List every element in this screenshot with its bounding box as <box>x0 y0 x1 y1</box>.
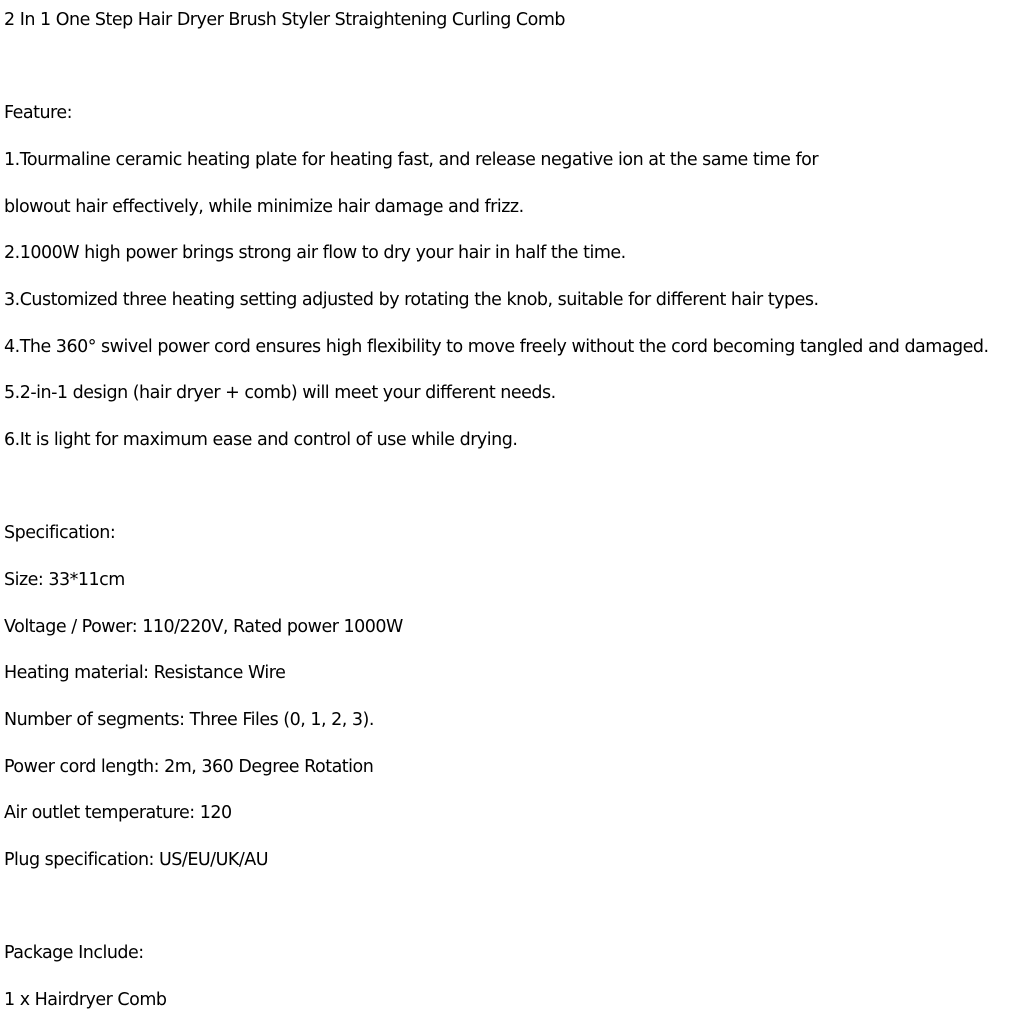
spacer <box>4 886 1022 933</box>
feature-item-5: 5.2-in-1 design (hair dryer + comb) will meet your different needs. <box>4 383 556 404</box>
feature-item-3: 3.Customized three heating setting adjusted by rotating the knob, suitable for different hair types. <box>4 289 819 310</box>
feature-heading: Feature: <box>4 103 73 124</box>
specification-heading: Specification: <box>4 523 116 544</box>
spec-outlet-temperature: Air outlet temperature: 120 <box>4 803 232 824</box>
feature-item-1: 1.Tourmaline ceramic heating plate for heating fast, and release negative ion at the same time for <box>4 149 819 170</box>
spec-size: Size: 33*11cm <box>4 569 125 590</box>
spec-voltage-power: Voltage / Power: 110/220V, Rated power 1000W <box>4 616 403 637</box>
spacer <box>4 47 1022 94</box>
spec-cord-length: Power cord length: 2m, 360 Degree Rotation <box>4 756 374 777</box>
feature-item-6: 6.It is light for maximum ease and control of use while drying. <box>4 429 518 450</box>
package-item-1: 1 x Hairdryer Comb <box>4 989 167 1010</box>
spacer <box>4 467 1022 514</box>
feature-item-4: 4.The 360° swivel power cord ensures high flexibility to move freely without the cord becoming tangled and damaged. <box>4 336 989 357</box>
package-heading: Package Include: <box>4 943 144 964</box>
spec-heating-material: Heating material: Resistance Wire <box>4 663 286 684</box>
feature-item-2: 2.1000W high power brings strong air flow to dry your hair in half the time. <box>4 243 626 264</box>
product-title: 2 In 1 One Step Hair Dryer Brush Styler Straightening Curling Comb <box>4 10 566 30</box>
product-description <box>4 0 1022 1026</box>
spec-segments: Number of segments: Three Files (0, 1, 2, 3). <box>4 709 374 730</box>
spec-plug: Plug specification: US/EU/UK/AU <box>4 849 269 870</box>
feature-item-1-cont: blowout hair effectively, while minimize hair damage and frizz. <box>4 196 524 217</box>
